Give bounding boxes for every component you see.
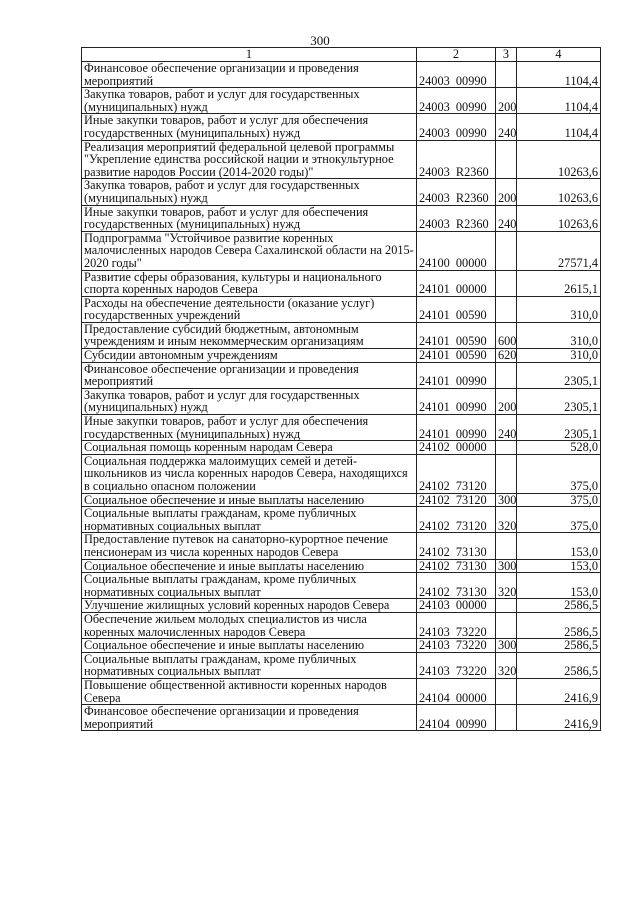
- row-code-cell: 24100 00000: [417, 231, 496, 270]
- row-name-cell: Социальное обеспечение и иные выплаты населению: [82, 493, 417, 507]
- row-code-cell: 24003 00990: [417, 88, 496, 114]
- table-row: [82, 652, 601, 678]
- table-row: [82, 454, 601, 493]
- row-name-cell: Иные закупки товаров, работ и услуг для обеспечения государственных (муниципальных) нужд: [82, 114, 417, 140]
- row-code-cell: 24102 73120: [417, 493, 496, 507]
- table-body: [82, 62, 601, 731]
- row-name-cell: Социальное обеспечение и иные выплаты населению: [82, 639, 417, 653]
- row-type-cell: [496, 270, 517, 296]
- row-amount-cell: 310,0: [517, 322, 601, 348]
- table-row: [82, 362, 601, 388]
- table-row: [82, 678, 601, 704]
- row-code-cell: 24003 00990: [417, 114, 496, 140]
- row-name-cell: Социальное обеспечение и иные выплаты населению: [82, 559, 417, 573]
- row-name-cell: Социальная помощь коренным народам Севера: [82, 441, 417, 455]
- row-amount-cell: 375,0: [517, 454, 601, 493]
- row-name-cell: Обеспечение жильем молодых специалистов из числа коренных малочисленных народов Севера: [82, 612, 417, 638]
- row-code-cell: 24103 00000: [417, 599, 496, 613]
- row-amount-cell: 153,0: [517, 533, 601, 559]
- row-type-cell: [496, 296, 517, 322]
- row-code-cell: 24003 R2360: [417, 179, 496, 205]
- row-code-cell: 24102 73120: [417, 507, 496, 533]
- row-code-cell: 24101 00990: [417, 415, 496, 441]
- row-type-cell: [496, 454, 517, 493]
- row-amount-cell: 1104,4: [517, 114, 601, 140]
- table-row: [82, 349, 601, 363]
- table-row: [82, 639, 601, 653]
- row-type-cell: [496, 140, 517, 179]
- row-name-cell: Закупка товаров, работ и услуг для государственных (муниципальных) нужд: [82, 88, 417, 114]
- table-row: [82, 270, 601, 296]
- row-code-cell: 24102 00000: [417, 441, 496, 455]
- row-type-cell: 200: [496, 179, 517, 205]
- row-type-cell: 200: [496, 388, 517, 414]
- row-amount-cell: 2416,9: [517, 678, 601, 704]
- row-name-cell: Социальные выплаты гражданам, кроме публичных нормативных социальных выплат: [82, 573, 417, 599]
- row-type-cell: 240: [496, 415, 517, 441]
- row-amount-cell: 153,0: [517, 559, 601, 573]
- table-row: [82, 388, 601, 414]
- row-type-cell: 600: [496, 322, 517, 348]
- row-code-cell: 24102 73130: [417, 533, 496, 559]
- row-name-cell: Закупка товаров, работ и услуг для государственных (муниципальных) нужд: [82, 179, 417, 205]
- row-name-cell: Развитие сферы образования, культуры и национального спорта коренных народов Севера: [82, 270, 417, 296]
- table-row: [82, 296, 601, 322]
- row-type-cell: 200: [496, 88, 517, 114]
- table-row: [82, 88, 601, 114]
- table-row: [82, 493, 601, 507]
- table-row: [82, 507, 601, 533]
- row-amount-cell: 2586,5: [517, 612, 601, 638]
- row-amount-cell: 1104,4: [517, 62, 601, 88]
- row-name-cell: Иные закупки товаров, работ и услуг для обеспечения государственных (муниципальных) нужд: [82, 415, 417, 441]
- row-name-cell: Предоставление субсидий бюджетным, автономным учреждениям и иным некоммерческим организациям: [82, 322, 417, 348]
- row-amount-cell: 10263,6: [517, 179, 601, 205]
- row-name-cell: Реализация мероприятий федеральной целевой программы "Укрепление единства российской нации и этнокультурное развитие народов России (2014-2020 годы)": [82, 140, 417, 179]
- row-code-cell: 24101 00590: [417, 349, 496, 363]
- row-type-cell: [496, 533, 517, 559]
- row-name-cell: Финансовое обеспечение организации и проведения мероприятий: [82, 362, 417, 388]
- row-type-cell: [496, 705, 517, 731]
- row-type-cell: 620: [496, 349, 517, 363]
- table-row: [82, 559, 601, 573]
- table-row: [82, 705, 601, 731]
- row-name-cell: Социальные выплаты гражданам, кроме публичных нормативных социальных выплат: [82, 507, 417, 533]
- row-type-cell: 300: [496, 493, 517, 507]
- table-row: [82, 533, 601, 559]
- table-row: [82, 114, 601, 140]
- row-amount-cell: 2305,1: [517, 388, 601, 414]
- row-type-cell: 300: [496, 639, 517, 653]
- table-row: [82, 62, 601, 88]
- row-amount-cell: 2305,1: [517, 362, 601, 388]
- row-name-cell: Социальные выплаты гражданам, кроме публичных нормативных социальных выплат: [82, 652, 417, 678]
- row-code-cell: 24104 00990: [417, 705, 496, 731]
- row-code-cell: 24003 R2360: [417, 205, 496, 231]
- row-name-cell: Расходы на обеспечение деятельности (оказание услуг) государственных учреждений: [82, 296, 417, 322]
- row-amount-cell: 27571,4: [517, 231, 601, 270]
- row-type-cell: [496, 62, 517, 88]
- row-type-cell: 240: [496, 205, 517, 231]
- row-type-cell: [496, 599, 517, 613]
- row-name-cell: Подпрограмма "Устойчивое развитие коренных малочисленных народов Севера Сахалинской области на 2015-2020 годы": [82, 231, 417, 270]
- row-amount-cell: 10263,6: [517, 205, 601, 231]
- row-code-cell: 24003 R2360: [417, 140, 496, 179]
- row-amount-cell: 310,0: [517, 349, 601, 363]
- header-col-1: 1: [82, 48, 417, 62]
- row-name-cell: Финансовое обеспечение организации и проведения мероприятий: [82, 62, 417, 88]
- row-code-cell: 24102 73130: [417, 573, 496, 599]
- row-amount-cell: 528,0: [517, 441, 601, 455]
- row-type-cell: [496, 362, 517, 388]
- table-row: [82, 322, 601, 348]
- table-row: [82, 179, 601, 205]
- row-amount-cell: 2586,5: [517, 599, 601, 613]
- table-row: [82, 573, 601, 599]
- row-type-cell: 240: [496, 114, 517, 140]
- row-amount-cell: 375,0: [517, 493, 601, 507]
- row-amount-cell: 2305,1: [517, 415, 601, 441]
- row-name-cell: Улучшение жилищных условий коренных народов Севера: [82, 599, 417, 613]
- row-code-cell: 24103 73220: [417, 652, 496, 678]
- row-type-cell: [496, 612, 517, 638]
- row-name-cell: Повышение общественной активности коренных народов Севера: [82, 678, 417, 704]
- row-code-cell: 24104 00000: [417, 678, 496, 704]
- header-col-4: 4: [517, 48, 601, 62]
- row-name-cell: Социальная поддержка малоимущих семей и детей-школьников из числа коренных народов Севера, находящихся в социально опасном положении: [82, 454, 417, 493]
- table-row: [82, 441, 601, 455]
- row-amount-cell: 375,0: [517, 507, 601, 533]
- row-code-cell: 24102 73130: [417, 559, 496, 573]
- budget-table: [81, 47, 601, 731]
- table-row: [82, 612, 601, 638]
- row-name-cell: Иные закупки товаров, работ и услуг для обеспечения государственных (муниципальных) нужд: [82, 205, 417, 231]
- row-type-cell: [496, 678, 517, 704]
- page-number: 300: [310, 33, 330, 48]
- row-amount-cell: 1104,4: [517, 88, 601, 114]
- header-col-3: 3: [496, 48, 517, 62]
- row-code-cell: 24101 00990: [417, 362, 496, 388]
- row-type-cell: [496, 441, 517, 455]
- table-row: [82, 205, 601, 231]
- row-amount-cell: 2615,1: [517, 270, 601, 296]
- row-type-cell: [496, 231, 517, 270]
- row-type-cell: 320: [496, 507, 517, 533]
- table-row: [82, 231, 601, 270]
- row-amount-cell: 10263,6: [517, 140, 601, 179]
- table-header-row: [82, 48, 601, 62]
- row-code-cell: 24101 00000: [417, 270, 496, 296]
- row-amount-cell: 2416,9: [517, 705, 601, 731]
- row-type-cell: 320: [496, 573, 517, 599]
- table-row: [82, 415, 601, 441]
- row-name-cell: Финансовое обеспечение организации и проведения мероприятий: [82, 705, 417, 731]
- row-code-cell: 24101 00590: [417, 322, 496, 348]
- table-row: [82, 599, 601, 613]
- row-amount-cell: 2586,5: [517, 639, 601, 653]
- row-code-cell: 24103 73220: [417, 612, 496, 638]
- row-type-cell: 320: [496, 652, 517, 678]
- header-col-2: 2: [417, 48, 496, 62]
- row-code-cell: 24102 73120: [417, 454, 496, 493]
- row-name-cell: Предоставление путевок на санаторно-курортное печение пенсионерам из числа коренных народов Севера: [82, 533, 417, 559]
- row-name-cell: Субсидии автономным учреждениям: [82, 349, 417, 363]
- row-amount-cell: 310,0: [517, 296, 601, 322]
- row-amount-cell: 2586,5: [517, 652, 601, 678]
- row-code-cell: 24101 00990: [417, 388, 496, 414]
- table-row: [82, 140, 601, 179]
- row-name-cell: Закупка товаров, работ и услуг для государственных (муниципальных) нужд: [82, 388, 417, 414]
- row-code-cell: 24003 00990: [417, 62, 496, 88]
- row-code-cell: 24103 73220: [417, 639, 496, 653]
- row-type-cell: 300: [496, 559, 517, 573]
- row-amount-cell: 153,0: [517, 573, 601, 599]
- row-code-cell: 24101 00590: [417, 296, 496, 322]
